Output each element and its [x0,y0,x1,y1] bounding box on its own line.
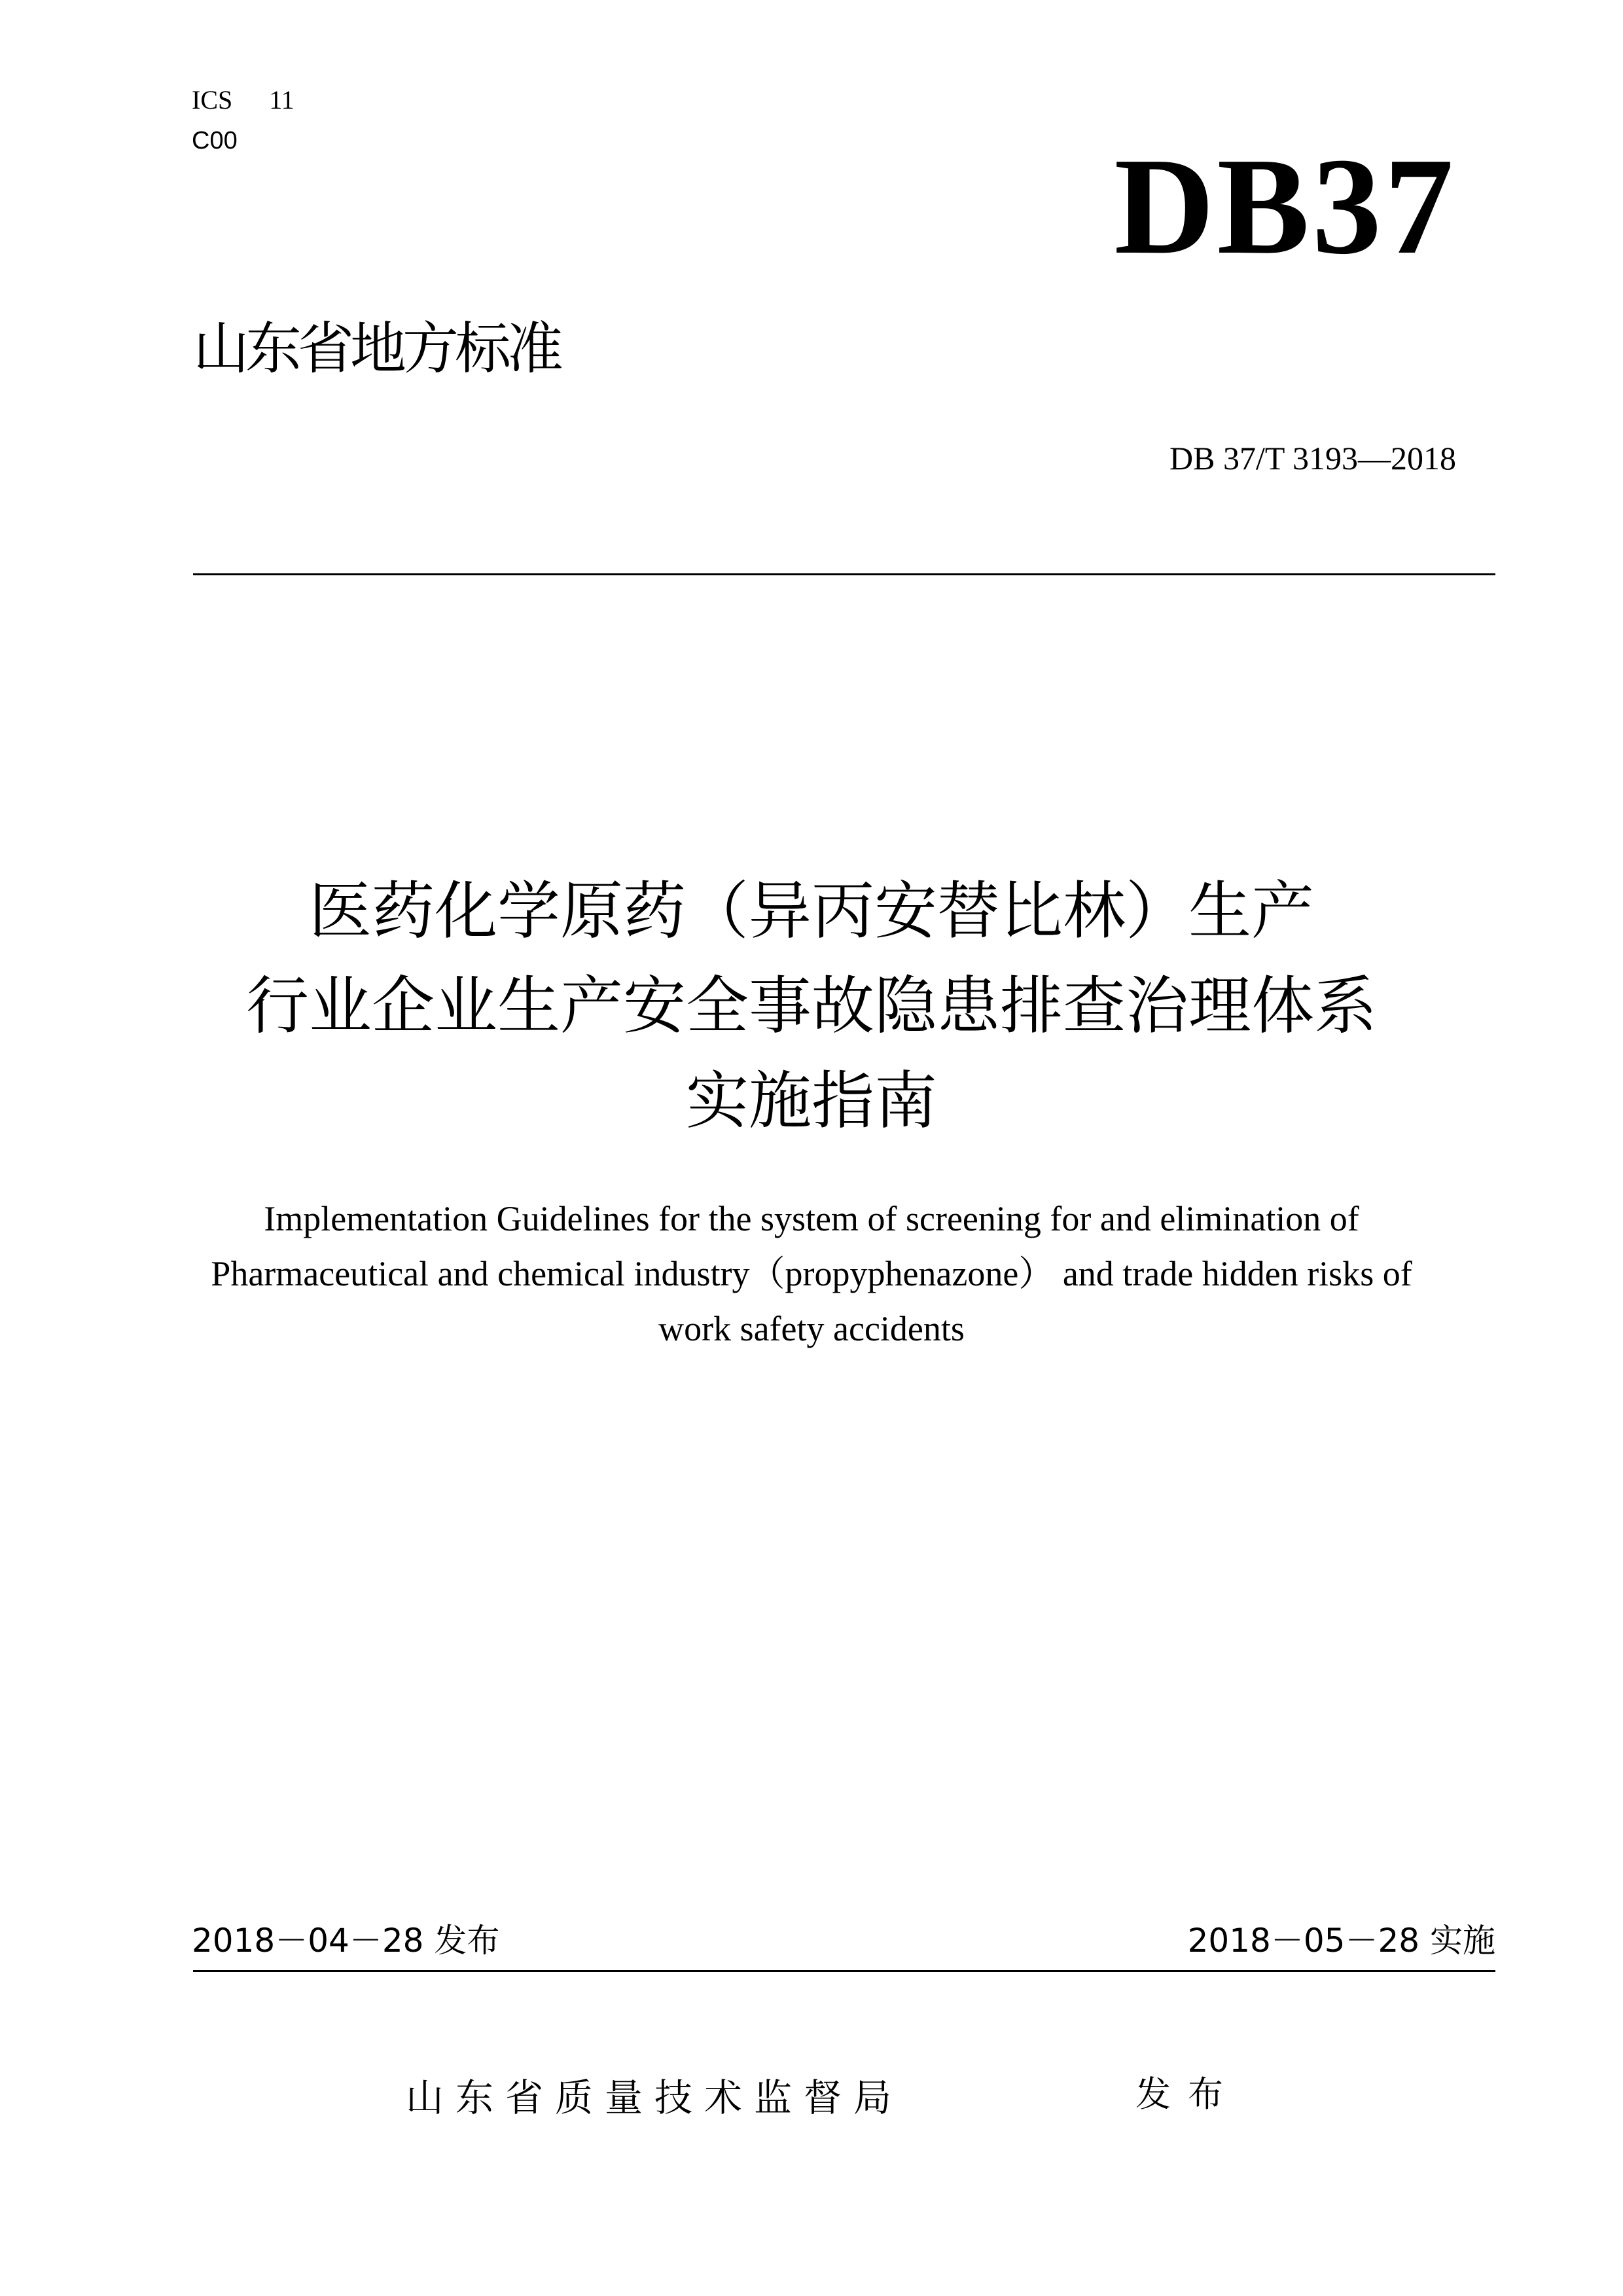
issued-label: 发布 [1135,2073,1240,2115]
english-title-line: Implementation Guidelines for the system of screening for and elimination of [264,1199,1359,1238]
bottom-divider [193,1970,1495,1972]
chinese-title [0,864,1623,1149]
chinese-title-line: 医药化学原药（异丙安替比林）生产 [309,874,1314,948]
chinese-title-line: 实施指南 [686,1064,937,1138]
ccs-code: C00 [192,127,238,154]
implementation-date: 2018－05－28 实施 [1187,1922,1495,1960]
english-title [0,1191,1623,1356]
ics-code [192,84,294,117]
english-title-line: Pharmaceutical and chemical industry（propyphenazone） and trade hidden risks of [211,1254,1412,1293]
top-divider [193,573,1495,575]
issue-date: 2018－04－28 发布 [192,1922,500,1960]
standard-number: DB 37/T 3193—2018 [1169,440,1456,476]
ics-label: ICS [192,85,233,115]
english-title-line: work safety accidents [658,1309,965,1348]
issuing-authority: 山东省质量技术监督局 [406,2075,904,2120]
ics-number: 11 [269,85,294,115]
chinese-title-line: 行业企业生产安全事故隐患排查治理体系 [246,969,1377,1043]
db-logo: DB37 [1114,129,1456,283]
standard-type: 山东省地方标准 [193,316,560,382]
